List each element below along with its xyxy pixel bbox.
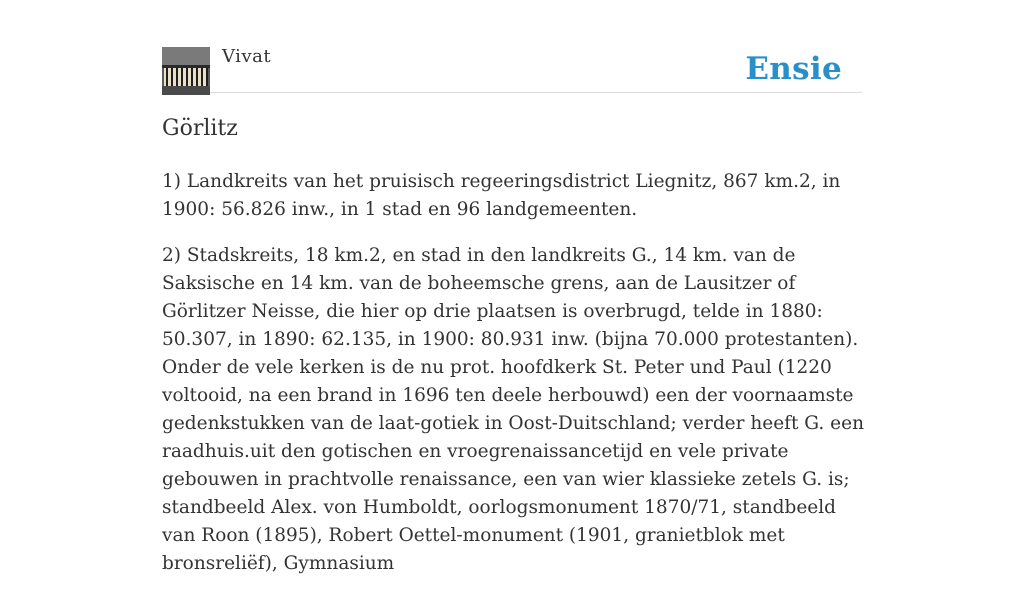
article-body: [162, 168, 866, 596]
books-avatar-icon[interactable]: [162, 47, 210, 95]
article-title: Görlitz: [162, 116, 238, 141]
source-name[interactable]: Vivat: [222, 46, 272, 67]
page-container: [162, 0, 864, 574]
article-paragraph-2: 2) Stadskreits, 18 km.2, en stad in den landkreits G., 14 km. van de Saksische en 14 km. van de boheemsche grens, aan de Lausitzer of Görlitzer Neisse, die hier op drie plaatsen is overbrugd, telde in 1880: 50.307, in 1890: 62.135, in 1900: 80.931 inw. (bijna 70.000 protestanten). Onder de vele kerken is de nu prot. hoofdkerk St. Peter und Paul (1220 voltooid, na een brand in 1696 ten deele herbouwd) een der voornaamste gedenkstukken van de laat-gotiek in Oost-Duitschland; verder heeft G. een raadhuis.uit den gotischen en vroegrenaissancetijd en vele private gebouwen in prachtvolle renaissance, een van wier klassieke zetels G. is; standbeeld Alex. von Humboldt, oorlogsmonument 1870/71, standbeeld van Roon (1895), Robert Oettel-monument (1901, granietblok met bronsreliëf), Gymnasium: [162, 245, 864, 574]
site-header: [162, 0, 862, 93]
brand-logo[interactable]: Ensie: [745, 51, 842, 87]
article-paragraph-1: 1) Landkreits van het pruisisch regeeringsdistrict Liegnitz, 867 km.2, in 1900: 56.826 inw., in 1 stad en 96 landgemeenten.: [162, 171, 841, 220]
